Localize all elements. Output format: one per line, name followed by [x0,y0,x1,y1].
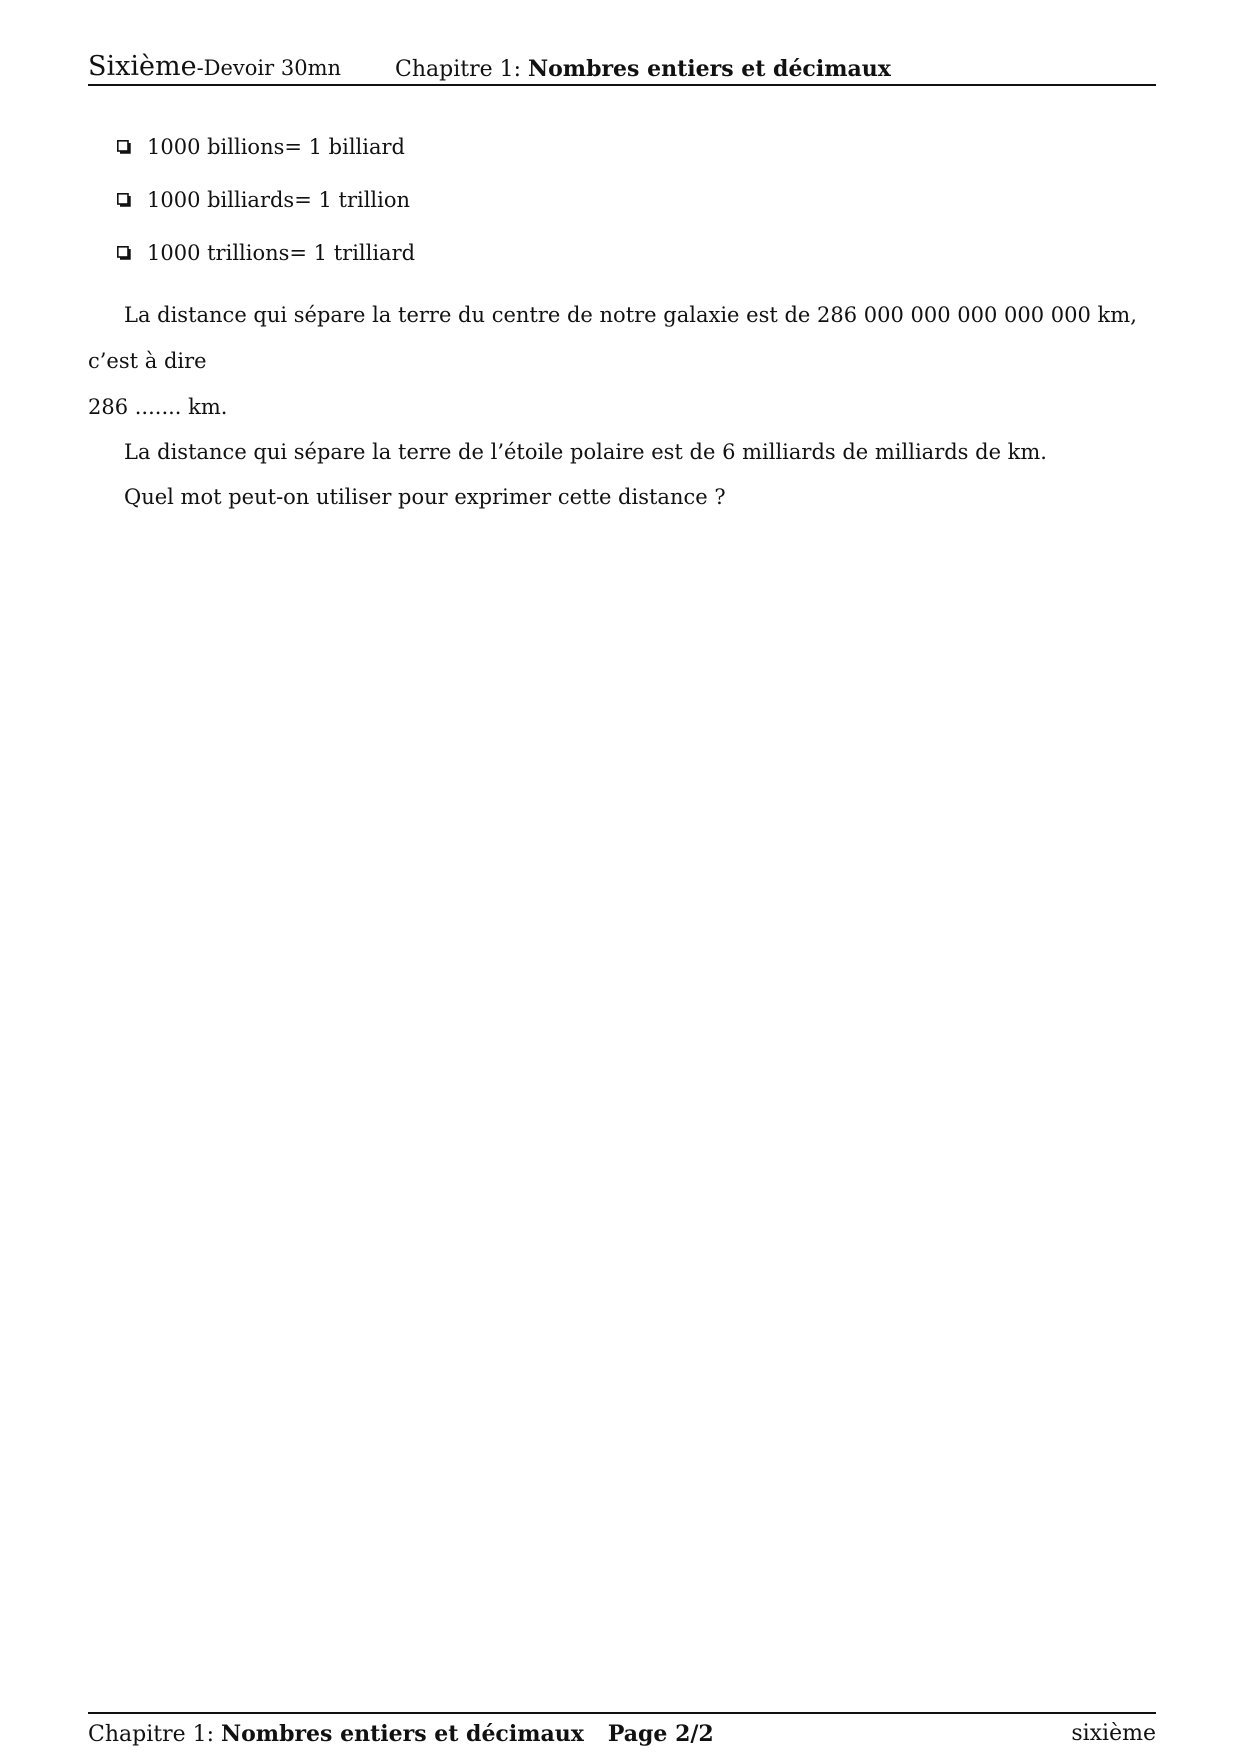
list-item-text: 1000 billiards= 1 trillion [147,188,411,212]
checkbox-square-icon [117,193,131,207]
galaxy-distance-paragraph [88,292,1156,430]
page-content [88,133,1156,520]
footer-chapter-prefix: Chapitre 1: [88,1722,222,1747]
list-item [88,133,1156,161]
question-paragraph: Quel mot peut-on utiliser pour exprimer cette distance ? [124,485,726,509]
document-title-main: Sixième [88,51,197,82]
polar-star-paragraph: La distance qui sépare la terre de l’étoile polaire est de 6 milliards de milliards de km. [124,440,1047,464]
bullet-list [88,133,1156,267]
header-chapter [395,56,891,83]
checkbox-square-icon [117,246,131,260]
document-subtitle: -Devoir 30mn [196,56,342,80]
checkbox-square-icon [117,140,131,154]
footer-level: sixième [1071,1721,1156,1746]
footer-chapter [88,1721,714,1747]
list-item [88,239,1156,267]
page-header [88,52,1156,86]
header-chapter-prefix: Chapitre 1: [395,57,529,82]
document-title [88,52,341,83]
list-item [88,186,1156,214]
page-footer [88,1712,1156,1746]
galaxy-distance-line-2: 286 ....... km. [88,395,228,419]
page-number: Page 2/2 [607,1721,714,1747]
footer-chapter-name: Nombres entiers et décimaux [221,1721,584,1747]
list-item-text: 1000 trillions= 1 trilliard [147,241,416,265]
list-item-text: 1000 billions= 1 billiard [147,135,405,159]
header-chapter-name: Nombres entiers et décimaux [528,56,891,82]
galaxy-distance-line-1: La distance qui sépare la terre du centre de notre galaxie est de 286 000 000 000 000 000 km, c’est à dire [88,303,1137,373]
